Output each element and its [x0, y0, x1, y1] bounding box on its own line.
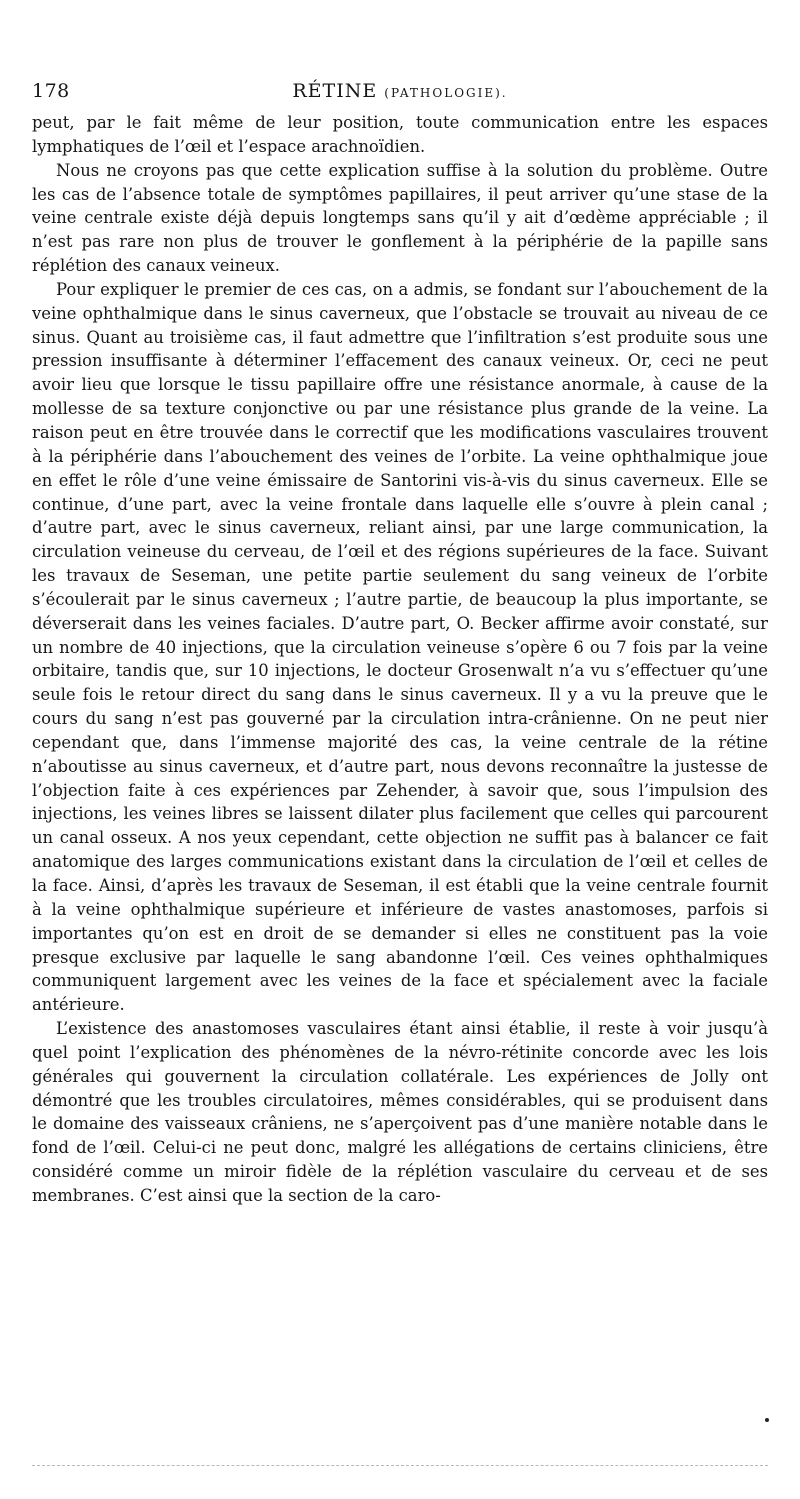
bottom-rule — [32, 1465, 768, 1466]
running-title-section: (PATHOLOGIE). — [384, 86, 508, 100]
ink-dot — [765, 1418, 769, 1422]
running-title-main: RÉTINE — [292, 80, 378, 102]
page-number: 178 — [32, 80, 70, 102]
paragraph: L’existence des anastomoses vasculaires étant ainsi établie, il reste à voir jusqu’à quel point l’explication des phénomènes de la névro-rétinite concorde avec les lois générales qui gouvernent la circulation collatérale. Les expériences de Jolly ont démontré que les troubles circulatoires, mêmes considérables, qui se produisent dans le domaine des vaisseaux crâniens, ne s’aperçoivent pas d’une manière notable dans le fond de l’œil. Celui-ci ne peut donc, malgré les allégations de certains cliniciens, être considéré comme un miroir fidèle de la réplétion vasculaire du cerveau et de ses membranes. C’est ainsi que la section de la caro- — [32, 1019, 768, 1205]
body-text — [32, 111, 768, 1208]
paragraph: Nous ne croyons pas que cette explication suffise à la solution du problème. Outre les cas de l’absence totale de symptômes papillaires, il peut arriver qu’une stase de la veine centrale existe déjà depuis longtemps sans qu’il y ait d’œdème appréciable ; il n’est pas rare non plus de trouver le gonflement à la périphérie de la papille sans réplétion des canaux veineux. — [32, 160, 768, 276]
running-head — [32, 80, 768, 104]
paragraph: Pour expliquer le premier de ces cas, on a admis, se fondant sur l’abouchement de la veine ophthalmique dans le sinus caverneux, que l’obstacle se trouvait au niveau de ce sinus. Quant au troisième cas, il faut admettre que l’infiltration s’est produite sous une pression insuffisante à déterminer l’effacement des canaux veineux. Or, ceci ne peut avoir lieu que lorsque le tissu papillaire offre une résistance anormale, à cause de la mollesse de sa texture conjonctive ou par une résistance plus grande de la veine. La raison peut en être trouvée dans le correctif que les modifications vasculaires trouvent à la périphérie dans l’abouchement des veines de l’orbite. La veine ophthalmique joue en effet le rôle d’une veine émissaire de Santorini vis-à-vis du sinus caverneux. Elle se continue, d’une part, avec la veine frontale dans laquelle elle s’ouvre à plein canal ; d’autre part, avec le sinus caverneux, reliant ainsi, par une large communication, la circulation veineuse du cerveau, de l’œil et des régions supérieures de la face. Suivant les travaux de Seseman, une petite partie seulement du sang veineux de l’orbite s’écoulerait par le sinus caverneux ; l’autre partie, de beaucoup la plus importante, se déverserait dans les veines faciales. D’autre part, O. Becker affirme avoir constaté, sur un nombre de 40 injections, que la circulation veineuse s’opère 6 ou 7 fois par la veine orbitaire, tandis que, sur 10 injections, le docteur Grosenwalt n’a vu s’effectuer qu’une seule fois le retour direct du sang dans le sinus caverneux. Il y a vu la preuve que le cours du sang n’est pas gouverné par la circulation intra-crânienne. On ne peut nier cependant que, dans l’immense majorité des cas, la veine centrale de la rétine n’aboutisse au sinus caverneux, et d’autre part, nous devons reconnaître la justesse de l’objection faite à ces expériences par Zehender, à savoir que, sous l’impulsion des injections, les veines libres se laissent dilater plus facilement que celles qui parcourent un canal osseux. A nos yeux cependant, cette objection ne suffit pas à balancer ce fait anatomique des larges communications existant dans la circulation de l’œil et celles de la face. Ainsi, d’après les travaux de Seseman, il est établi que la veine centrale fournit à la veine ophthalmique supérieure et inférieure de vastes anastomoses, parfois si importantes qu’on est en droit de se demander si elles ne constituent pas la voie presque exclusive par laquelle le sang abandonne l’œil. Ces veines ophthalmiques communiquent largement avec les veines de la face et spécialement avec la faciale antérieure. — [32, 279, 768, 1015]
page — [32, 0, 768, 1499]
running-title — [32, 80, 768, 102]
paragraph: peut, par le fait même de leur position, toute communication entre les espaces lymphatiques de l’œil et l’espace arachnoïdien. — [32, 113, 768, 156]
